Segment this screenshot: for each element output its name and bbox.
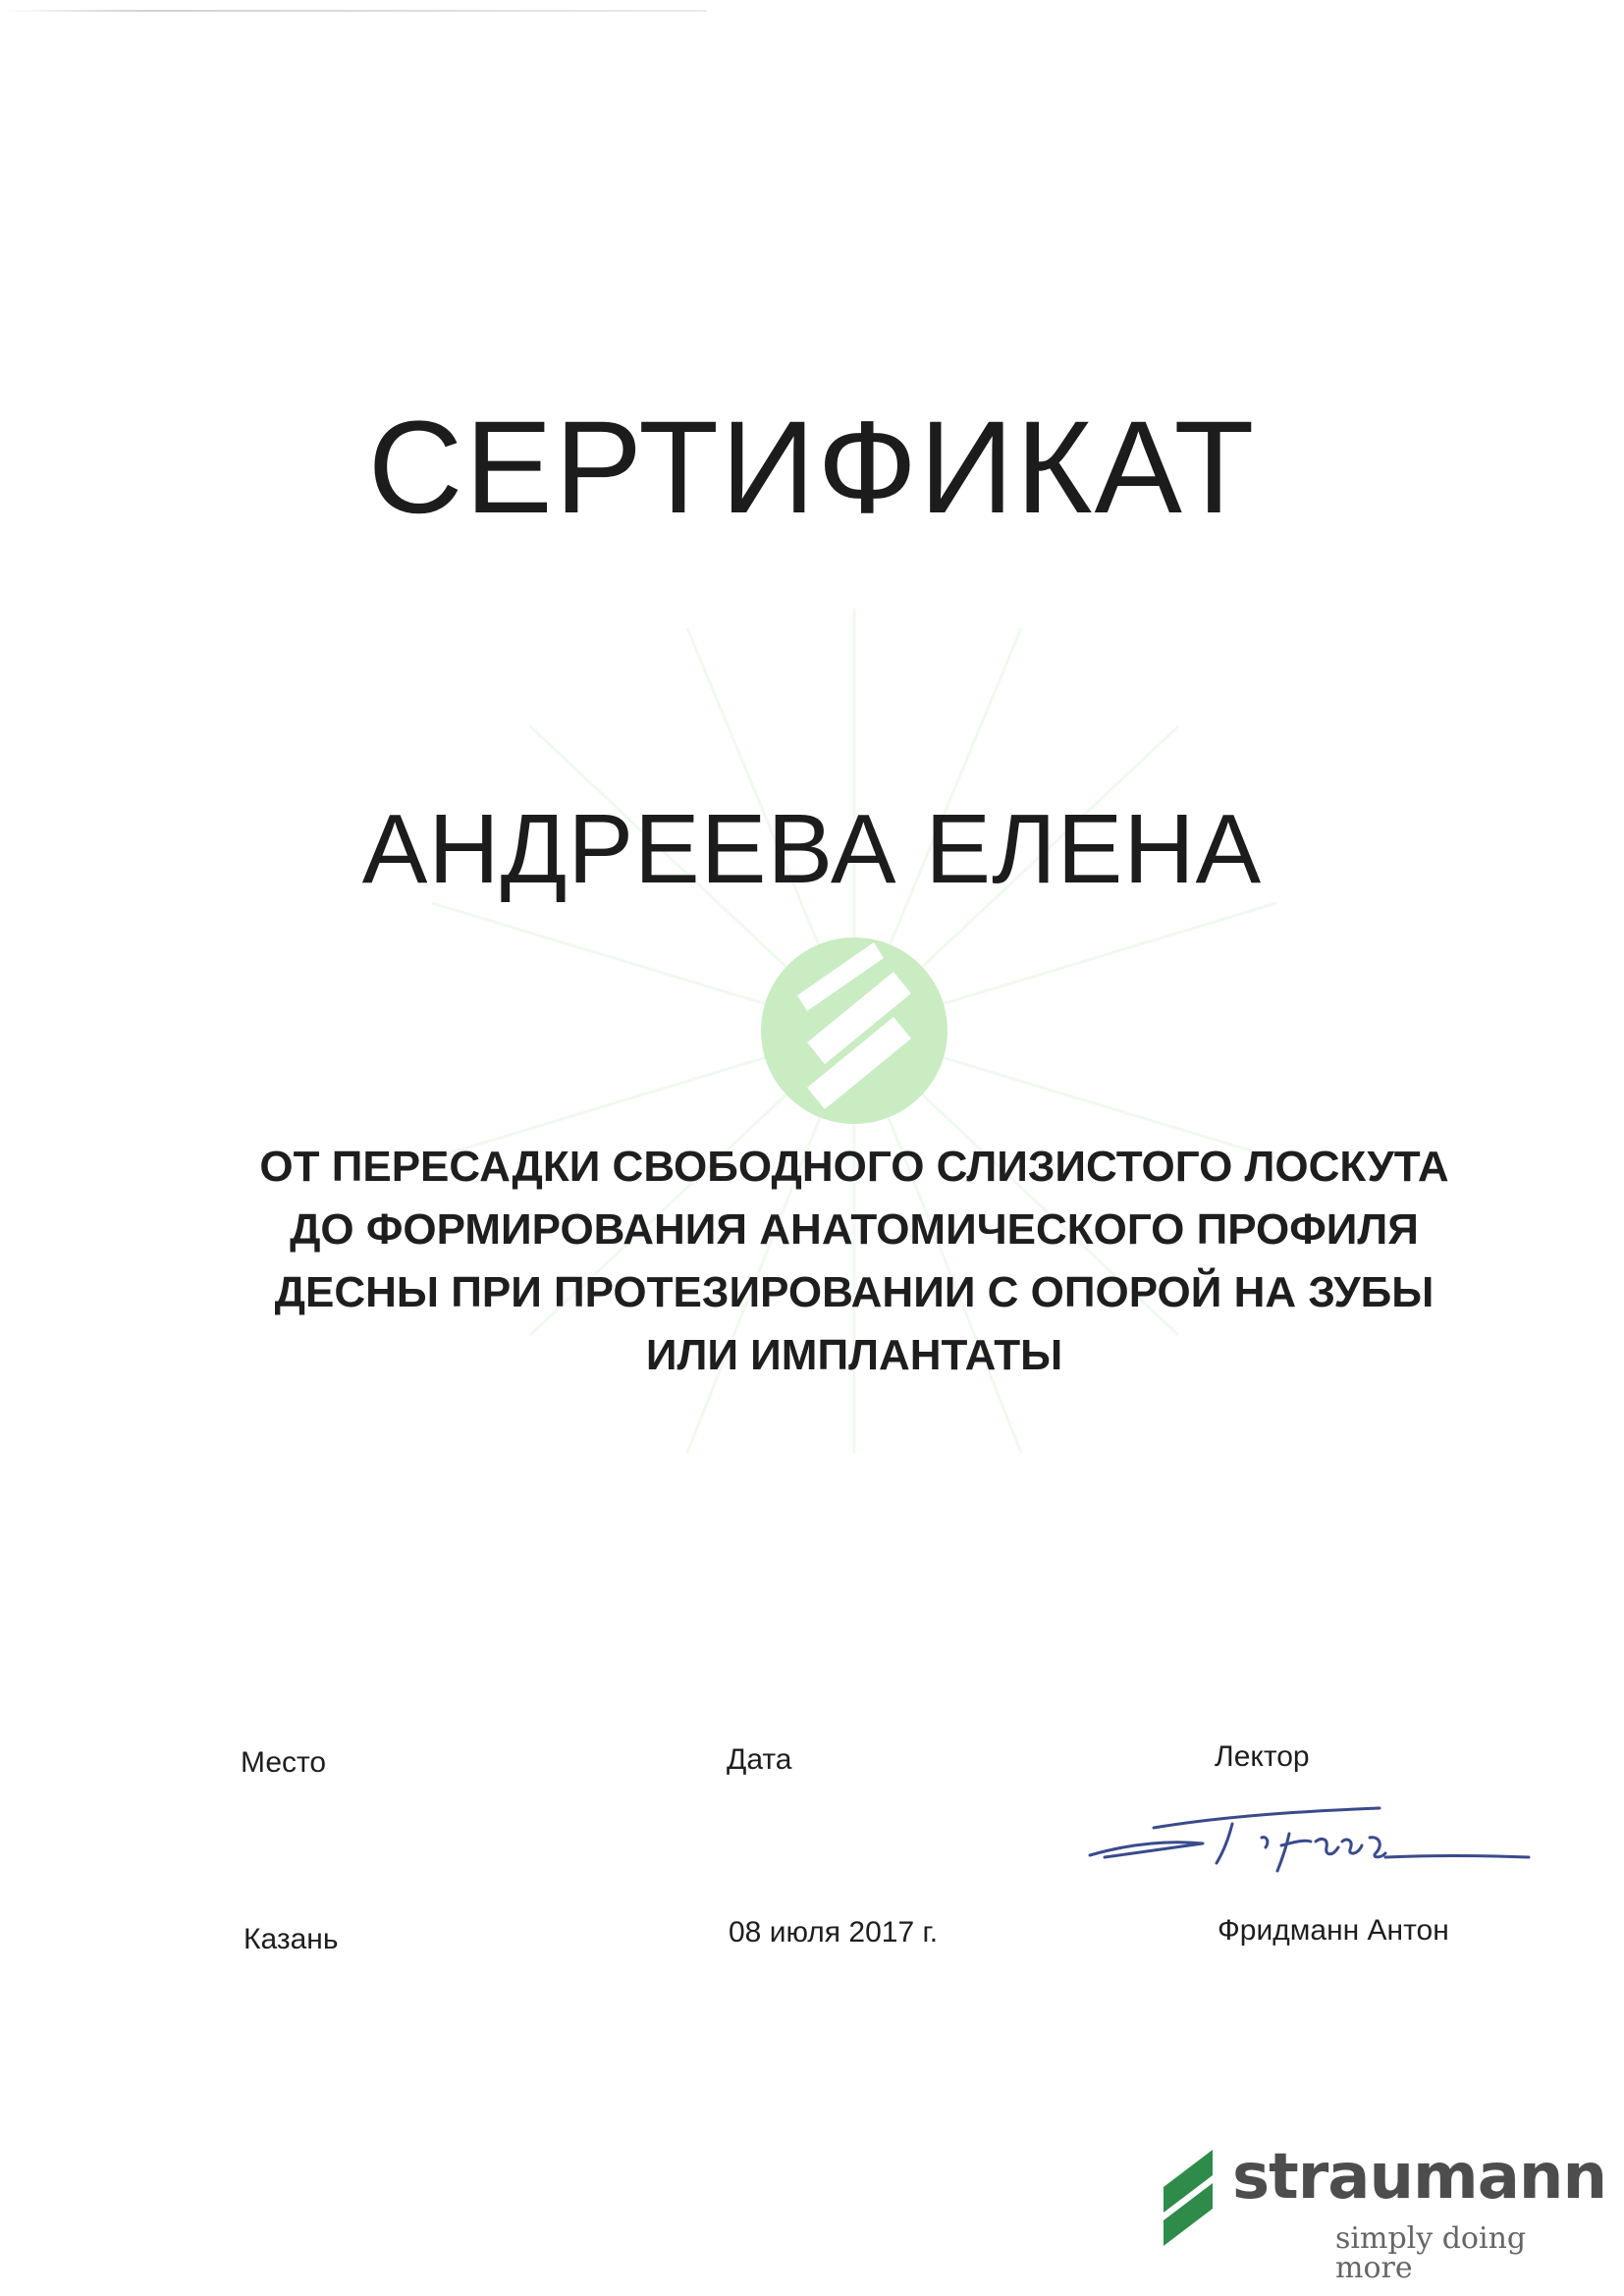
logo-tagline: simply doing more	[1335, 2221, 1527, 2285]
scan-edge-line	[0, 10, 707, 12]
date-label: Дата	[727, 1743, 792, 1776]
straumann-logo	[1154, 2138, 1606, 2285]
course-title	[177, 1136, 1532, 1387]
certificate-title: СЕРТИФИКАТ	[367, 395, 1257, 541]
lecturer-signature	[1085, 1798, 1537, 1877]
course-title-line: ОТ ПЕРЕСАДКИ СВОБОДНОГО СЛИЗИСТОГО ЛОСКУТА	[259, 1143, 1449, 1191]
lecturer-name: Фридманн Антон	[1218, 1914, 1449, 1947]
course-title-line: ДО ФОРМИРОВАНИЯ АНАТОМИЧЕСКОГО ПРОФИЛЯ	[290, 1205, 1419, 1254]
place-value: Казань	[244, 1923, 339, 1955]
straumann-mark-icon	[1154, 2138, 1222, 2246]
lecturer-label: Лектор	[1215, 1740, 1310, 1773]
course-title-line: ИЛИ ИМПЛАНТАТЫ	[645, 1331, 1063, 1379]
date-value: 08 июля 2017 г.	[729, 1916, 939, 1949]
recipient-name: АНДРЕЕВА ЕЛЕНА	[361, 794, 1263, 904]
course-title-line: ДЕСНЫ ПРИ ПРОТЕЗИРОВАНИИ С ОПОРОЙ НА ЗУБЫ	[274, 1268, 1435, 1316]
logo-wordmark: straumann	[1232, 2141, 1606, 2214]
place-label: Место	[241, 1746, 327, 1779]
